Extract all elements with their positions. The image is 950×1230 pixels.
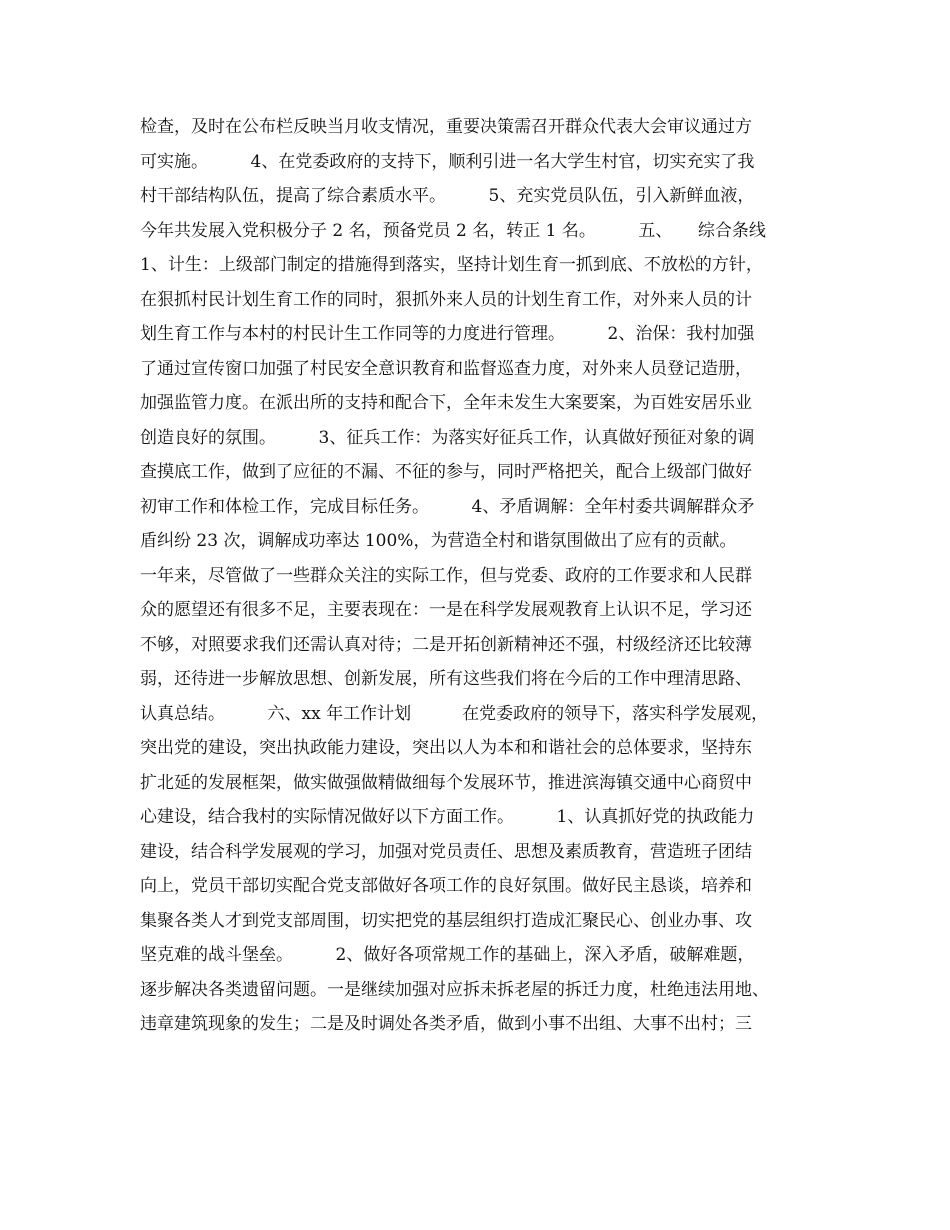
text-line: 不够，对照要求我们还需认真对待；二是开拓创新精神还不强，村级经济还比较薄 <box>140 634 752 655</box>
text-line: 向上，党员干部切实配合党支部做好各项工作的良好氛围。做好民主恳谈，培养和 <box>140 876 752 896</box>
text-line: 弱，还待进一步解放思想、创新发展，所有这些我们将在今后的工作中理清思路、 <box>140 669 752 689</box>
text-line: 创造良好的氛围。 3、征兵工作：为落实好征兵工作，认真做好预征对象的调 <box>140 427 755 448</box>
text-line: 坚克难的战斗堡垒。 2、做好各项常规工作的基础上，深入矛盾，破解难题， <box>140 945 755 965</box>
text-line: 1、计生：上级部门制定的措施得到落实，坚持计划生育一抓到底、不放松的方针， <box>140 255 763 275</box>
text-line: 查摸底工作，做到了应征的不漏、不征的参与，同时严格把关，配合上级部门做好 <box>140 462 752 482</box>
text-line: 加强监管力度。在派出所的支持和配合下，全年未发生大案要案，为百姓安居乐业 <box>140 393 752 413</box>
text-line: 今年共发展入党积极分子 2 名，预备党员 2 名，转正 1 名。 五、 综合条线 <box>140 220 766 241</box>
text-line: 划生育工作与本村的村民计生工作同等的力度进行管理。 2、治保：我村加强 <box>140 324 755 344</box>
text-line: 众的愿望还有很多不足，主要表现在：一是在科学发展观教育上认识不足，学习还 <box>140 600 752 620</box>
text-line: 建设，结合科学发展观的学习，加强对党员责任、思想及素质教育，营造班子团结 <box>140 841 752 862</box>
text-line: 违章建筑现象的发生；二是及时调处各类矛盾，做到小事不出组、大事不出村；三 <box>140 1014 752 1034</box>
text-line: 逐步解决各类遗留问题。一是继续加强对应拆未拆老屋的拆迁力度，杜绝违法用地、 <box>140 979 769 1000</box>
text-line: 盾纠纷 23 次，调解成功率达 100%，为营造全村和谐氛围做出了应有的贡献。 <box>140 531 737 551</box>
text-line: 在狠抓村民计划生育工作的同时，狠抓外来人员的计划生育工作，对外来人员的计 <box>140 289 752 310</box>
text-line: 集聚各类人才到党支部周围，切实把党的基层组织打造成汇聚民心、创业办事、攻 <box>140 910 752 931</box>
text-line: 认真总结。 六、xx 年工作计划 在党委政府的领导下，落实科学发展观， <box>140 703 769 724</box>
text-line: 初审工作和体检工作，完成目标任务。 4、矛盾调解：全年村委共调解群众矛 <box>140 496 755 517</box>
text-line: 可实施。 4、在党委政府的支持下，顺利引进一名大学生村官，切实充实了我 <box>140 151 755 172</box>
text-line: 扩北延的发展框架，做实做强做精做细每个发展环节，推进滨海镇交通中心商贸中 <box>140 772 752 793</box>
text-line: 村干部结构队伍，提高了综合素质水平。 5、充实党员队伍，引入新鲜血液， <box>140 186 755 206</box>
text-line: 心建设，结合我村的实际情况做好以下方面工作。 1、认真抓好党的执政能力 <box>140 807 755 827</box>
text-line: 了通过宣传窗口加强了村民安全意识教育和监督巡查力度，对外来人员登记造册， <box>140 358 752 379</box>
text-line: 一年来，尽管做了一些群众关注的实际工作，但与党委、政府的工作要求和人民群 <box>140 565 752 586</box>
text-line: 突出党的建设，突出执政能力建设，突出以人为本和和谐社会的总体要求，坚持东 <box>140 738 752 758</box>
document-body <box>140 110 820 1042</box>
text-line: 检查，及时在公布栏反映当月收支情况，重要决策需召开群众代表大会审议通过方 <box>140 117 752 137</box>
